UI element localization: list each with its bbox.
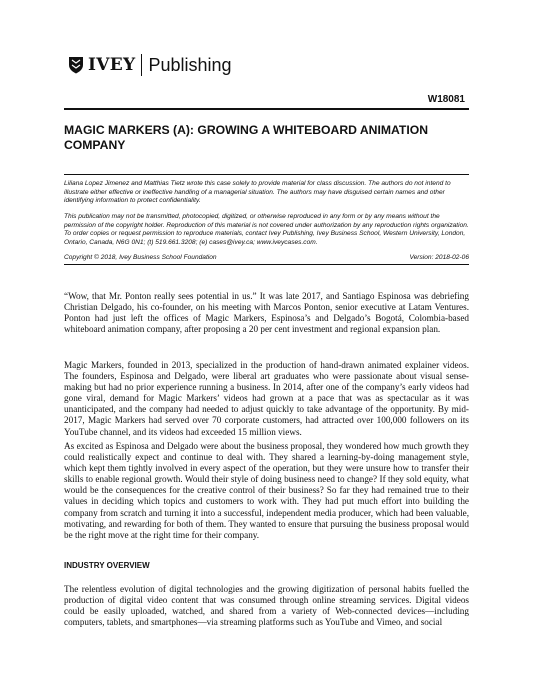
permission-note: This publication may not be transmitted, photocopied, digitized, or otherwise reproduced in any form or by any means without the permission of the copyright holder. Reproduction of this material is not covered under authorization by any reproduction rights organization. To order copies or request permission to reproduce materials, contact Ivey Publishing, Ivey Business School, Western University, London, Ontario, Canada, N6G 0N1; (t) 519.661.3208; (e) cases@ivey.ca; www.iveycases.com. bbox=[64, 213, 469, 246]
logo-publishing-text: Publishing bbox=[148, 54, 232, 75]
case-title: MAGIC MARKERS (A): GROWING A WHITEBOARD ANIMATION COMPANY bbox=[64, 123, 429, 152]
notes-top-rule bbox=[64, 174, 469, 175]
logo-ivey-text: IVEY bbox=[88, 55, 136, 75]
paragraph-industry: The relentless evolution of digital technologies and the growing digitization of personal habits fuelled the production of digital video content that was consumed through online streaming services. Digital videos could be easily uploaded, watched, and shared from a variety of Web-connected devices—including computers, tablets, and smartphones—via streaming platforms such as YouTube and Vimeo, and social bbox=[64, 584, 469, 628]
case-number: W18081 bbox=[427, 94, 465, 105]
section-heading: INDUSTRY OVERVIEW bbox=[64, 561, 150, 570]
paragraph-company: Magic Markers, founded in 2013, specialized in the production of hand-drawn animated explainer videos. The founders, Espinosa and Delgado, were liberal art graduates who were passionate about visual sense-making but had no prior experience running a business. In 2014, after one of the company’s early videos had gone viral, demand for Magic Markers’ videos had grown at a pace that was as spectacular as it was unanticipated, and the company had needed to adjust quickly to take advantage of the opportunity. By mid-2017, Magic Markers had served over 70 corporate customers, had attracted over 100,000 followers on its YouTube channel, and its videos had exceeded 15 million views. bbox=[64, 360, 469, 437]
ivey-publishing-logo bbox=[68, 52, 232, 78]
logo-divider bbox=[141, 54, 142, 76]
authors-note: Liliana Lopez Jimenez and Matthias Tietz wrote this case solely to provide material for class discussion. The authors do not intend to illustrate either effective or ineffective handling of a managerial situation. The authors may have disguised certain names and other identifying information to protect confidentiality. bbox=[64, 180, 451, 205]
paragraph-intro: “Wow, that Mr. Ponton really sees potential in us.” It was late 2017, and Santiago Espinosa was debriefing Christian Delgado, his co-founder, on his meeting with Marcos Ponton, senior executive at Latam Ventures. Ponton had just left the offices of Magic Markers, Espinosa’s and Delgado’s Bogotá, Colombia-based whiteboard animation company, after proposing a 20 per cent investment and regional expansion plan. bbox=[64, 291, 469, 335]
copyright-text: Copyright © 2018, Ivey Business School Foundation bbox=[64, 254, 217, 261]
crest-icon bbox=[68, 56, 84, 74]
paragraph-dilemma: As excited as Espinosa and Delgado were about the business proposal, they wondered how much growth they could realistically expect and continue to deal with. They shared a learning-by-doing management style, which kept them tightly involved in every aspect of the operation, but they were unsure how to transfer their skills to enable regional growth. Would their style of doing business need to change? If they sold equity, what would be the consequences for the creative control of their business? So far they had remained true to their values in deciding which topics and customers to work with. They had put much effort into building the company from scratch and turning it into a successful, independent media producer, which had been valuable, motivating, and rewarding for both of them. They wanted to ensure that pursuing the business proposal would be the right move at the right time for their company. bbox=[64, 441, 469, 540]
version-text: Version: 2018-02-06 bbox=[409, 254, 469, 261]
notes-bottom-rule bbox=[64, 264, 469, 265]
copyright-row bbox=[64, 254, 469, 261]
header-rule bbox=[64, 108, 469, 110]
